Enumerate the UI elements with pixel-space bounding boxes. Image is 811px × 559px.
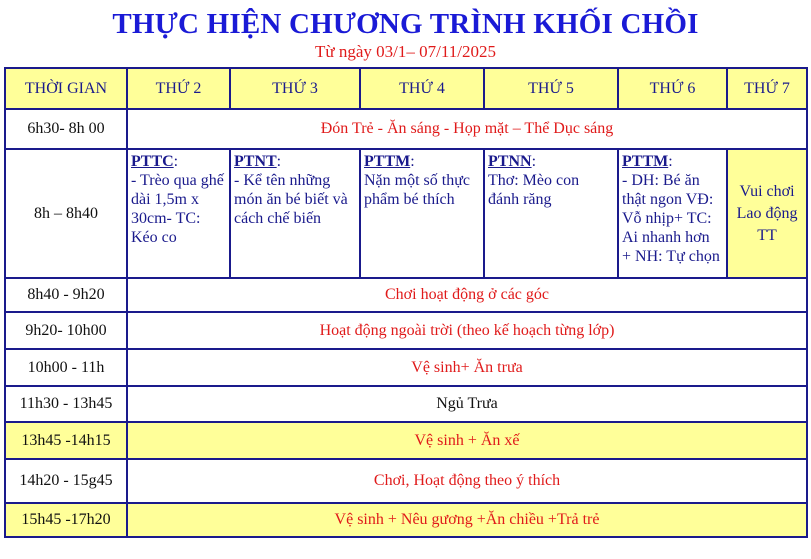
lesson-colon: : [276, 153, 282, 170]
activity-cell: Chơi hoạt động ở các góc [127, 278, 807, 312]
lesson-text: Thơ: Mèo con đánh răng [488, 172, 580, 208]
table-row [5, 386, 807, 422]
header-time: THỜI GIAN [5, 68, 127, 109]
lesson-text: - Kể tên những món ăn bé biết và cách chế biến [234, 172, 348, 227]
lesson-sat: Vui chơi Lao động TT [727, 149, 807, 278]
lesson-fri [618, 149, 727, 278]
table-row-lessons [5, 149, 807, 278]
header-row [5, 68, 807, 109]
lesson-subject: PTTM [622, 153, 669, 170]
lesson-subject: PTNT [234, 153, 277, 170]
lesson-text: Nặn một số thực phẩm bé thích [364, 172, 470, 208]
table-row [5, 503, 807, 537]
activity-cell: Đón Trẻ - Ăn sáng - Họp mặt – Thể Dục sáng [127, 109, 807, 149]
lesson-mon [127, 149, 230, 278]
lesson-text: - DH: Bé ăn thật ngon VĐ: Vỗ nhịp+ TC: Ai nhanh hơn + NH: Tự chọn [622, 172, 720, 265]
activity-cell: Vệ sinh + Nêu gương +Ăn chiều +Trả trẻ [127, 503, 807, 537]
lesson-wed [360, 149, 484, 278]
header-day-mon: THỨ 2 [127, 68, 230, 109]
table-row [5, 349, 807, 386]
header-day-sat: THỨ 7 [727, 68, 807, 109]
header-day-fri: THỨ 6 [618, 68, 727, 109]
activity-cell: Hoạt động ngoài trời (theo kế hoạch từng lớp) [127, 312, 807, 349]
time-cell: 6h30- 8h 00 [5, 109, 127, 149]
header-day-thu: THỨ 5 [484, 68, 618, 109]
table-row [5, 312, 807, 349]
time-cell: 10h00 - 11h [5, 349, 127, 386]
header-day-wed: THỨ 4 [360, 68, 484, 109]
page-title: THỰC HIỆN CHƯƠNG TRÌNH KHỐI CHỒI [112, 8, 699, 40]
lesson-subject: PTNN [488, 153, 532, 170]
activity-cell: Chơi, Hoạt động theo ý thích [127, 459, 807, 503]
lesson-colon: : [531, 153, 537, 170]
table-row [5, 278, 807, 312]
time-cell: 8h40 - 9h20 [5, 278, 127, 312]
header-day-tue: THỨ 3 [230, 68, 360, 109]
activity-cell: Vệ sinh + Ăn xế [127, 422, 807, 459]
time-cell: 14h20 - 15g45 [5, 459, 127, 503]
activity-cell: Ngủ Trưa [127, 386, 807, 422]
time-cell: 8h – 8h40 [5, 149, 127, 278]
lesson-colon: : [173, 153, 179, 170]
table-row [5, 459, 807, 503]
lesson-thu [484, 149, 618, 278]
time-cell: 9h20- 10h00 [5, 312, 127, 349]
lesson-text: - Trèo qua ghế dài 1,5m x 30cm- TC: Kéo co [131, 172, 224, 246]
activity-cell: Vệ sinh+ Ăn trưa [127, 349, 807, 386]
lesson-subject: PTTM [364, 153, 411, 170]
lesson-tue [230, 149, 360, 278]
schedule-table [4, 67, 808, 538]
time-cell: 11h30 - 13h45 [5, 386, 127, 422]
date-range: Từ ngày 03/1– 07/11/2025 [315, 42, 496, 61]
lesson-colon: : [410, 153, 415, 170]
lesson-subject: PTTC [131, 153, 174, 170]
table-row [5, 109, 807, 149]
lesson-colon: : [668, 153, 673, 170]
time-cell: 15h45 -17h20 [5, 503, 127, 537]
time-cell: 13h45 -14h15 [5, 422, 127, 459]
table-row [5, 422, 807, 459]
